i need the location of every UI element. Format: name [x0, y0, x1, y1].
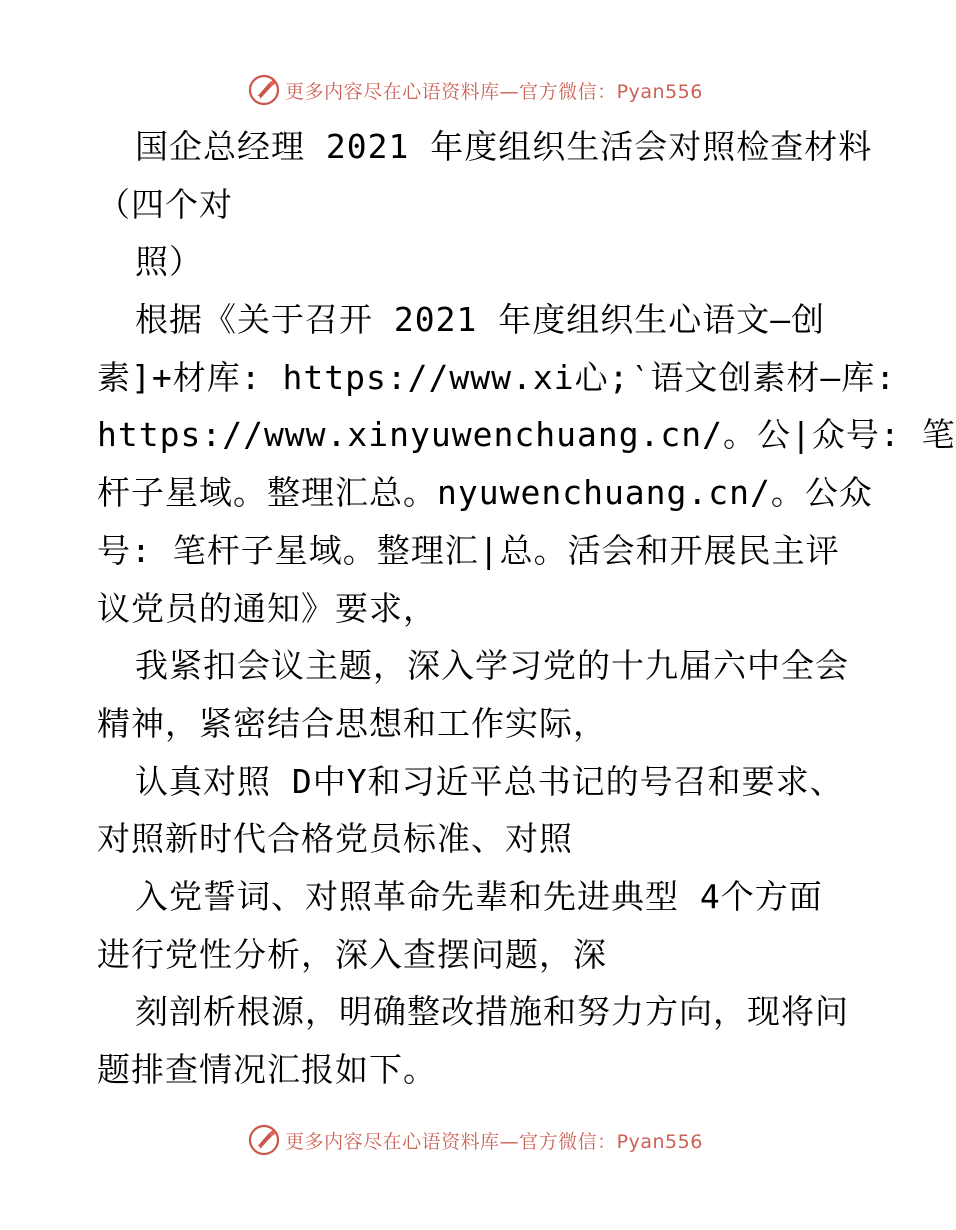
- text-line: （四个对: [97, 184, 233, 224]
- header-watermark: [0, 70, 950, 110]
- text-line: https://www.xinyuwenchuang.cn/。公|众号: 笔: [97, 415, 956, 455]
- text-line: 杆子星域。整理汇总。nyuwenchuang.cn/。公众: [97, 473, 873, 513]
- text-line: 刻剖析根源，明确整改措施和努力方向，现将问: [135, 992, 849, 1032]
- text-line: 入党誓词、对照革命先辈和先进典型 4个方面: [135, 876, 823, 916]
- footer-watermark: [0, 1120, 950, 1160]
- text-line: 认真对照 D中Y和习近平总书记的号召和要求、: [135, 761, 844, 801]
- text-line: 题排查情况汇报如下。: [97, 1050, 437, 1089]
- text-line: 对照新时代合格党员标准、对照: [97, 819, 573, 859]
- quill-pen-circle-icon: [247, 73, 281, 107]
- text-line: 精神，紧密结合思想和工作实际，: [97, 703, 607, 743]
- text-line: 素]+材库: https://www.xi心;‵语文创素材—库:: [97, 357, 897, 397]
- text-line: 国企总经理 2021 年度组织生活会对照检查材料: [135, 127, 873, 166]
- quill-pen-circle-icon: [247, 1123, 281, 1157]
- watermark-text: 更多内容尽在心语资料库—官方微信：Pyan556: [285, 1130, 703, 1153]
- text-line: 根据《关于召开 2021 年度组织生心语文—创: [135, 300, 826, 340]
- watermark-text: 更多内容尽在心语资料库—官方微信：Pyan556: [285, 80, 703, 103]
- document-body: [97, 118, 956, 1099]
- text-line: 进行党性分析，深入查摆问题，深: [97, 934, 607, 974]
- text-line: 照）: [135, 242, 203, 282]
- text-line: 议党员的通知》要求，: [97, 588, 437, 628]
- text-line: 号: 笔杆子星域。整理汇|总。活会和开展民主评: [97, 530, 840, 570]
- text-line: 我紧扣会议主题，深入学习党的十九届六中全会: [135, 646, 849, 686]
